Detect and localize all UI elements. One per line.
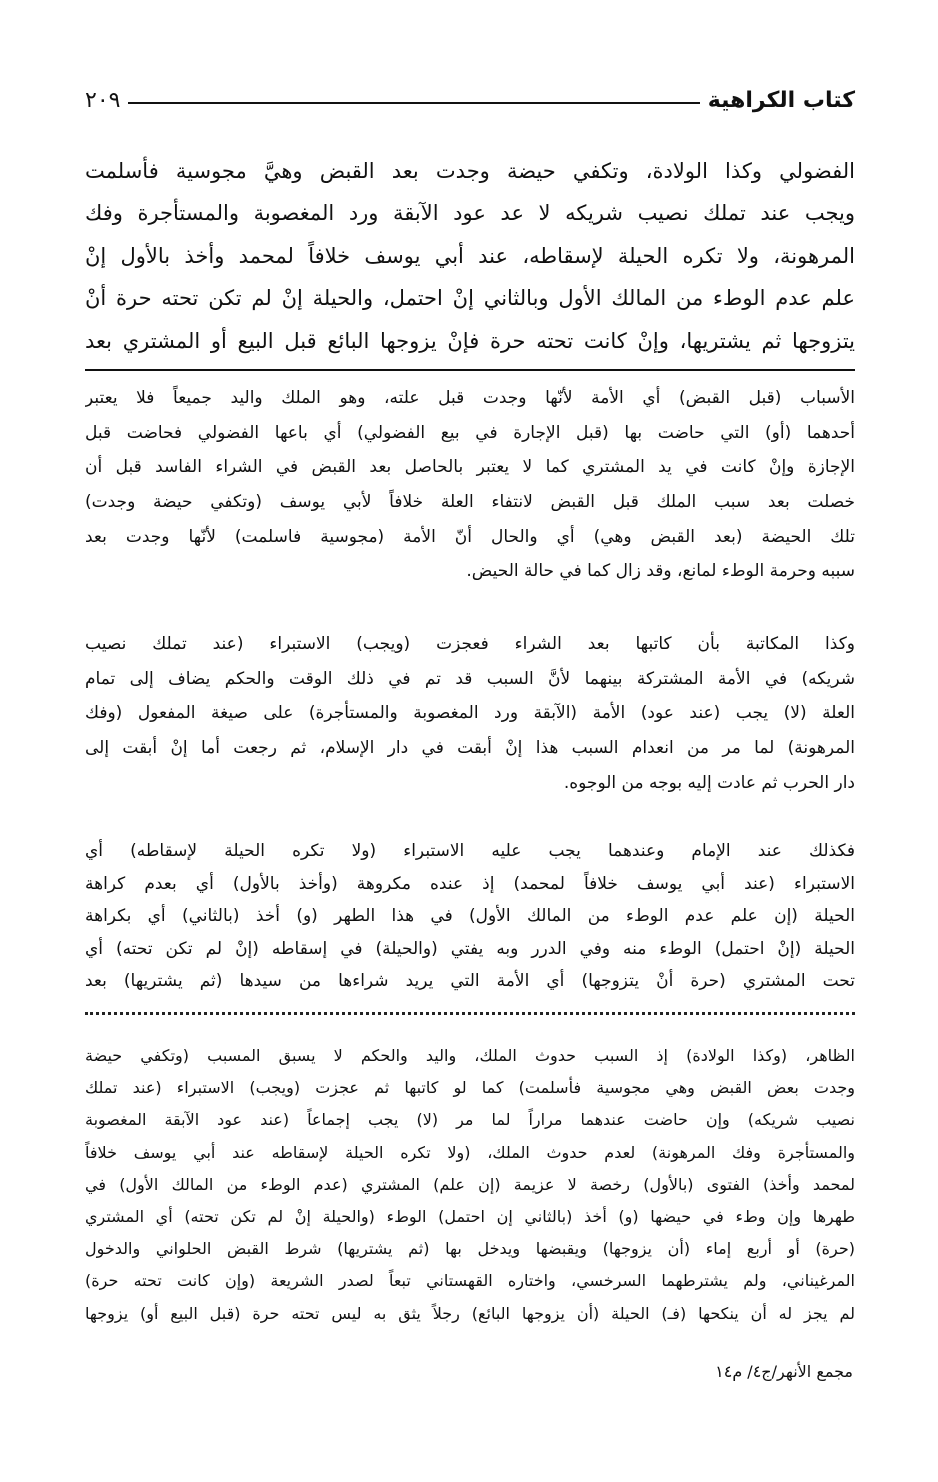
commentary-line: المرهونة) لما مر من انعدام السبب هذا إنْ أبقت في دار الإسلام، ثم رجعت أما إنْ أبقت إلى: [85, 738, 855, 759]
page-header: [85, 80, 855, 120]
marginal-line: (حرة) أو أربع إماء (أن يزوجها) ويقبضها ويدخل بها (ثم يشتريها) شرط القبض الحلواني والدخول: [85, 1239, 855, 1259]
chapter-title: كتاب الكراهية: [707, 87, 855, 113]
commentary-line: أحدهما (أو) التي حاضت بها (قبل الإجارة في بيع الفضولي) أي باعها الفضولي فحاضت قبل: [85, 422, 855, 443]
marginal-line: نصيب شريكه) وإن حاضت عندهما مراراً لما مر (لا) يجب إجماعاً (عند عود الآبقة المغصوبة: [85, 1110, 855, 1130]
marginal-line: والمستأجرة وفك المرهونة) لعدم حدوث الملك، (ولا تكره الحيلة لإسقاطه عند أبي يوسف خلافاً: [85, 1142, 855, 1162]
commentary-line: فكذلك عند الإمام وعندهما يجب عليه الاستبراء (ولا تكره الحيلة لإسقاطه) أي: [85, 841, 855, 861]
main-text-line: يتزوجها ثم يشتريها، وإنْ كانت تحته حرة فإنْ يزوجها البائع قبل البيع أو المشتري بعد: [85, 328, 855, 353]
marginal-line: لم يجز له أن ينكحها (فـ) الحيلة (أن يزوجها البائع) رجلاً يثق به ليس تحته حرة (قبل البيع أو) يزوجها: [85, 1303, 855, 1323]
commentary-line: تحت المشتري (حرة أنْ يتزوجها) أي الأمة التي يريد شراءها من سيدها (ثم يشتريها) بعد: [85, 971, 855, 992]
dotted-separator: [85, 1012, 855, 1035]
commentary-line: سببه وحرمة الوطء لمانع، وقد زال كما في حالة الحيض.: [466, 561, 855, 582]
main-text-line: الفضولي وكذا الولادة، وتكفي حيضة وجدت بعد القبض وهيَّ مجوسية فأسلمت: [85, 159, 855, 183]
commentary-line: العلة (لا) يجب (عند عود) الأمة (الآبقة ورد المغصوبة والمستأجرة) على صيغة المفعول (وفك: [85, 703, 855, 724]
commentary-line: الأسباب (قبل القبض) أي الأمة لأنّها وجدت قبل علته، وهو الملك واليد جميعاً فلا يعتبر: [85, 388, 855, 408]
main-text-line: المرهونة، ولا تكره الحيلة لإسقاطه، عند أبي يوسف خلافاً لمحمد وأخذ بالأول إنْ: [85, 243, 855, 268]
marginal-line: لمحمد وأخذ) الفتوى (بالأول) رخصة لا عزيمة (إن علم) المشتري (عدم الوطء من المالك الأول) في: [85, 1174, 855, 1194]
commentary-paragraph-2: [85, 627, 855, 800]
commentary-line: الحيلة (إنْ احتمل) الوطء منه وفي الدرر وبه يفتي (والحيلة) في إسقاطه (إنْ لم تكن تحته) أي: [85, 938, 855, 959]
commentary-line: الاستبراء (عند أبي يوسف خلافاً لمحمد) إذ عنده مكروهة (وأخذ بالأول) أي بعدم كراهة: [85, 873, 855, 894]
marginal-commentary: [85, 1040, 855, 1330]
page-number: ٢٠٩: [85, 87, 121, 113]
commentary-paragraph-3: [85, 835, 855, 998]
main-text: [85, 150, 855, 362]
main-text-line: علم عدم الوطء من المالك الأول وبالثاني إنْ احتمل، والحيلة إنْ لم تكن تحته حرة أنْ: [85, 286, 855, 311]
commentary-line: تلك الحيضة (بعد القبض وهي) أي والحال أنّ الأمة (مجوسية فاسلمت) لأنّها وجدت بعد: [85, 526, 855, 547]
commentary-line: الحيلة (إن علم عدم الوطء من المالك الأول) في هذا الطهر (و) أخذ (بالثاني) أي بكراهة: [85, 906, 855, 927]
header-rule: [128, 102, 699, 104]
marginal-line: وجدت بعض القبض وهي مجوسية فأسلمت) كما لو كاتبها ثم عجزت (ويجب) الاستبراء (عند تملك: [85, 1078, 855, 1098]
marginal-line: الظاهر، (وكذا الولادة) إذ السبب حدوث الملك، واليد والحكم لا يسبق المسبب (وتكفي حيضة: [85, 1046, 855, 1065]
marginal-line: طهرها وإن وطء في حيضها (و) أخذ (بالثاني إن احتمل) الوطء (والحيلة إنْ لم تكن تحته) أي المشتري: [85, 1206, 855, 1226]
commentary-line: الإجازة وإنْ كانت في يد المشتري كما لا يعتبر بالحاصل بعد القبض في الشراء الفاسد قبل أن: [85, 457, 855, 478]
commentary-line: دار الحرب ثم عادت إليه بوجه من الوجوه.: [563, 772, 855, 793]
commentary-line: وكذا المكاتبة بأن كاتبها بعد الشراء فعجزت (ويجب) الاستبراء (عند تملك نصيب: [85, 634, 855, 654]
footer-signature: مجمع الأنهر/ج٤/ م١٤: [715, 1362, 853, 1381]
separator-rule: [85, 369, 855, 371]
commentary-line: خصلت بعد سبب الملك قبل القبض لانتفاء العلة خلافاً لأبي يوسف (وتكفي حيضة وجدت): [85, 492, 855, 513]
commentary-paragraph-1: [85, 381, 855, 589]
main-text-line: ويجب عند تملك نصيب شريكه لا عد عود الآبقة ورد المغصوبة والمستأجرة وفك: [85, 201, 855, 226]
commentary-line: شريكه) في الأمة المشتركة بينهما لأنَّ السبب قد تم في ذلك الوقت والحكم يضاف إلى تمام: [85, 668, 855, 689]
marginal-line: المرغيناني، ولم يشترطهما السرخسي، واختاره القهستاني تبعاً لصدر الشريعة (وإن كانت تحته حرة): [85, 1271, 855, 1291]
